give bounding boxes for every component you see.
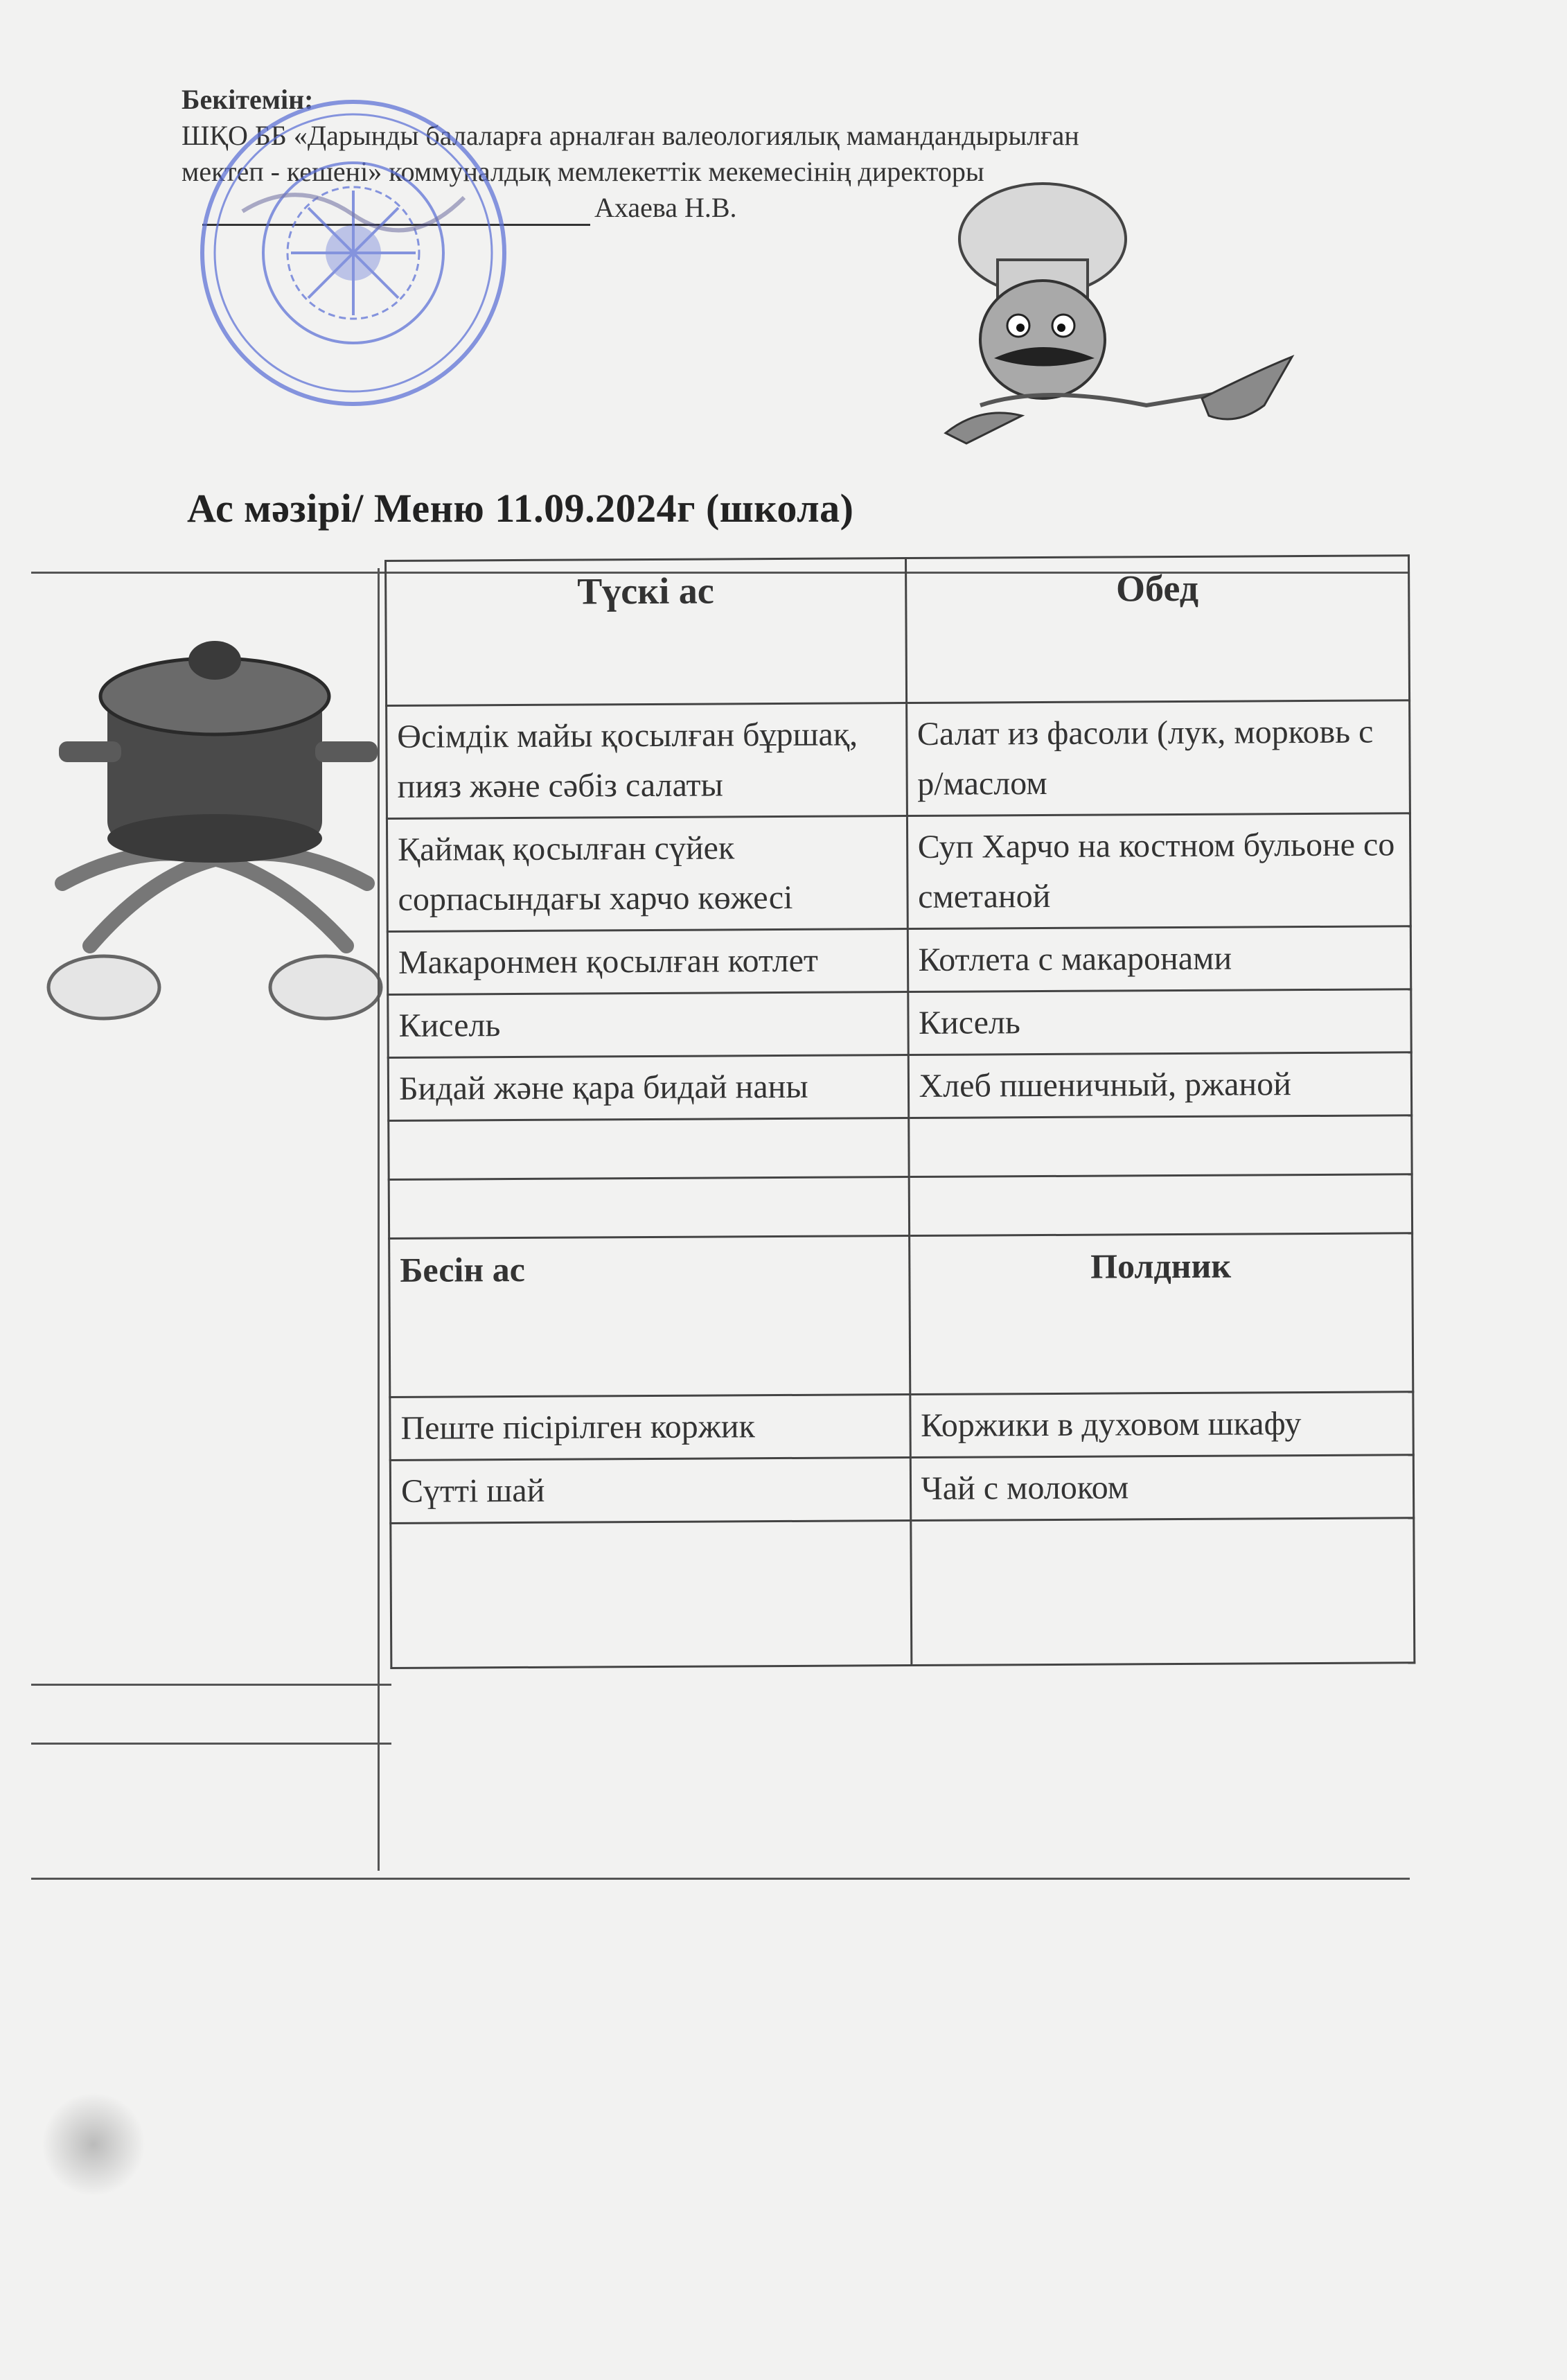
table-row [390, 1455, 1413, 1524]
lunch-header-ru: Обед [905, 556, 1410, 703]
dish-ru: Чай с молоком [910, 1455, 1414, 1521]
chef-cartoon-icon [939, 177, 1313, 468]
edge-line-vertical [378, 568, 380, 1871]
empty-cell [909, 1174, 1413, 1236]
empty-cell [391, 1521, 912, 1668]
dish-ru: Салат из фасоли (лук, морковь с р/маслом [906, 700, 1410, 816]
empty-cell [908, 1116, 1412, 1177]
dish-kz: Кисель [388, 992, 908, 1058]
dish-kz: Өсімдік майы қосылған бұршақ, пияз және сәбіз салаты [387, 703, 907, 819]
edge-line-bottom [31, 1878, 1410, 1880]
dish-kz: Макаронмен қосылған котлет [387, 929, 908, 995]
dish-ru: Кисель [908, 989, 1411, 1055]
table-row [387, 813, 1410, 932]
empty-cell [910, 1518, 1415, 1666]
menu-table [384, 554, 1415, 1669]
dish-kz: Сүтті шай [390, 1458, 910, 1524]
table-row [388, 989, 1411, 1058]
table-row [387, 700, 1410, 819]
snack-header-ru: Полдник [909, 1233, 1413, 1395]
dish-ru: Коржики в духовом шкафу [910, 1392, 1413, 1458]
table-row [390, 1392, 1413, 1461]
table-row [388, 1052, 1411, 1121]
dish-ru: Суп Харчо на костном бульоне со сметаной [907, 813, 1410, 929]
empty-row [389, 1174, 1412, 1239]
edge-line-mid-2 [31, 1743, 391, 1745]
dish-kz: Бидай және қара бидай наны [388, 1055, 908, 1121]
approval-line-1: ШҚО ББ «Дарынды балаларға арналған валеологиялық мамандандырылған [182, 120, 1079, 151]
dish-ru: Котлета с макаронами [908, 926, 1411, 992]
lunch-header-kz: Түскі ас [386, 558, 907, 706]
dish-ru: Хлеб пшеничный, ржаной [908, 1052, 1412, 1118]
empty-cell [389, 1177, 909, 1239]
snack-header-kz: Бесін ас [389, 1236, 910, 1398]
snack-header-row [389, 1233, 1413, 1398]
edge-line-mid-1 [31, 1684, 391, 1686]
menu-title: Ас мәзірі/ Меню 11.09.2024г (школа) [187, 486, 854, 531]
lunch-header-row [386, 556, 1410, 706]
empty-row [391, 1518, 1415, 1668]
dish-kz: Пеште пісірілген коржик [390, 1395, 910, 1461]
paper-smudge [42, 2092, 145, 2196]
empty-row [389, 1116, 1412, 1180]
dish-kz: Қаймақ қосылған сүйек сорпасындағы харчо көжесі [387, 816, 907, 932]
approval-line-2: мектеп - кешені» коммуналдық мемлекеттік мекемесінің директоры [182, 156, 984, 187]
table-row [387, 926, 1410, 995]
cooking-pot-icon [42, 627, 388, 1022]
official-seal-stamp-icon [194, 94, 513, 412]
signer-name: Ахаева Н.В. [594, 192, 737, 223]
approval-label: Бекітемін: [182, 84, 314, 115]
empty-cell [389, 1118, 909, 1180]
